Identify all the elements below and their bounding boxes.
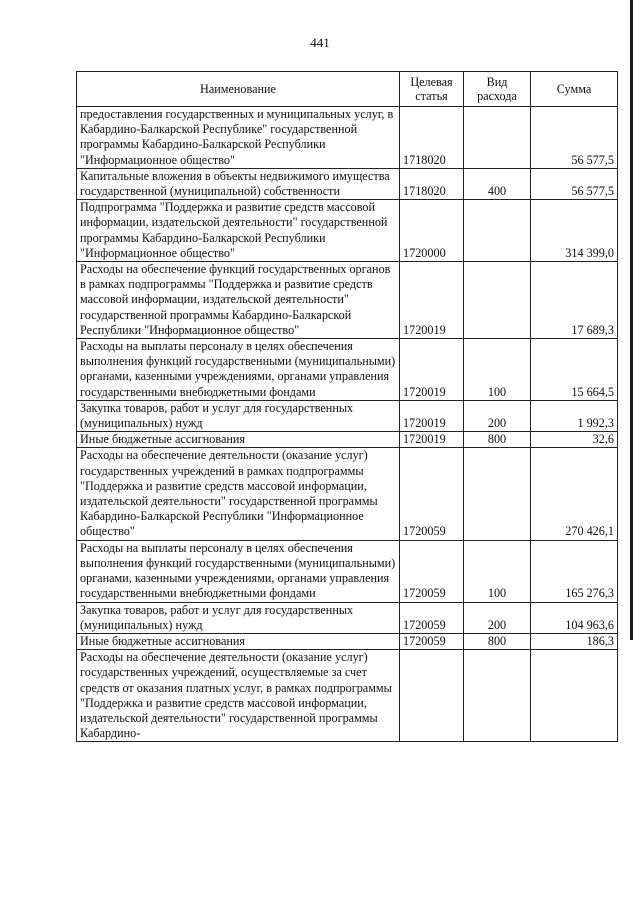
- row-name: Расходы на обеспечение функций государственных органов в рамках подпрограммы "Поддержка и развитие средств массовой информации, издательской деятельности" государственной программы Кабардино-Балкарской Республики "Информационное общество": [77, 262, 400, 339]
- row-code: 1720000: [400, 200, 464, 262]
- table-row: [77, 448, 618, 540]
- scan-edge-line: [630, 0, 633, 640]
- row-sum: 56 577,5: [531, 107, 618, 169]
- table-row: [77, 400, 618, 431]
- row-kind: 400: [464, 168, 531, 199]
- table-row: [77, 540, 618, 602]
- table-row: [77, 168, 618, 199]
- header-name: Наименование: [77, 72, 400, 107]
- budget-table: [76, 71, 618, 742]
- table-row: [77, 339, 618, 401]
- row-name: Закупка товаров, работ и услуг для государственных (муниципальных) нужд: [77, 400, 400, 431]
- row-sum: 1 992,3: [531, 400, 618, 431]
- row-name: Подпрограмма "Поддержка и развитие средств массовой информации, издательской деятельности" государственной программы Кабардино-Балкарской Республики "Информационное общество": [77, 200, 400, 262]
- row-name: предоставления государственных и муниципальных услуг, в Кабардино-Балкарской Республике" государственной программы Кабардино-Балкарской Республики "Информационное общество": [77, 107, 400, 169]
- row-kind: [464, 650, 531, 742]
- header-expense-kind: Вид расхода: [464, 72, 531, 107]
- row-sum: [531, 650, 618, 742]
- row-kind: 100: [464, 540, 531, 602]
- row-name: Иные бюджетные ассигнования: [77, 432, 400, 448]
- row-kind: 200: [464, 602, 531, 633]
- table-row: [77, 262, 618, 339]
- row-code: 1720019: [400, 432, 464, 448]
- row-code: 1718020: [400, 168, 464, 199]
- row-sum: 56 577,5: [531, 168, 618, 199]
- row-sum: 32,6: [531, 432, 618, 448]
- row-kind: [464, 107, 531, 169]
- row-code: 1720059: [400, 540, 464, 602]
- row-name: Иные бюджетные ассигнования: [77, 633, 400, 649]
- row-name: Расходы на выплаты персоналу в целях обеспечения выполнения функций государственными (муниципальными) органами, казенными учреждениями, органами управления государственными внебюджетными фондами: [77, 339, 400, 401]
- row-name: Расходы на выплаты персоналу в целях обеспечения выполнения функций государственными (муниципальными) органами, казенными учреждениями, органами управления государственными внебюджетными фондами: [77, 540, 400, 602]
- row-sum: 314 399,0: [531, 200, 618, 262]
- row-sum: 17 689,3: [531, 262, 618, 339]
- row-kind: [464, 200, 531, 262]
- table-row: [77, 432, 618, 448]
- table-row: [77, 107, 618, 169]
- row-sum: 104 963,6: [531, 602, 618, 633]
- row-name: Закупка товаров, работ и услуг для государственных (муниципальных) нужд: [77, 602, 400, 633]
- row-sum: 270 426,1: [531, 448, 618, 540]
- row-kind: [464, 262, 531, 339]
- row-code: [400, 650, 464, 742]
- row-kind: [464, 448, 531, 540]
- row-code: 1718020: [400, 107, 464, 169]
- row-kind: 200: [464, 400, 531, 431]
- row-code: 1720019: [400, 400, 464, 431]
- row-code: 1720059: [400, 633, 464, 649]
- row-sum: 15 664,5: [531, 339, 618, 401]
- row-sum: 186,3: [531, 633, 618, 649]
- table-header-row: [77, 72, 618, 107]
- header-target-article: Целевая статья: [400, 72, 464, 107]
- table-row: [77, 633, 618, 649]
- row-code: 1720059: [400, 602, 464, 633]
- row-sum: 165 276,3: [531, 540, 618, 602]
- table-row: [77, 200, 618, 262]
- row-kind: 800: [464, 633, 531, 649]
- page-number: 441: [310, 35, 330, 50]
- row-code: 1720019: [400, 262, 464, 339]
- row-name: Расходы на обеспечение деятельности (оказание услуг) государственных учреждений в рамках подпрограммы "Поддержка и развитие средств массовой информации, издательской деятельности" государственной программы Кабардино-Балкарской Республики "Информационное общество": [77, 448, 400, 540]
- row-code: 1720019: [400, 339, 464, 401]
- table-row: [77, 650, 618, 742]
- row-kind: 800: [464, 432, 531, 448]
- table-row: [77, 602, 618, 633]
- row-name: Расходы на обеспечение деятельности (оказание услуг) государственных учреждений, осуществляемые за счет средств от оказания платных услуг, в рамках подпрограммы "Поддержка и развитие средств массовой информации, издательской деятельности" государственной программы Кабардино-: [77, 650, 400, 742]
- header-sum: Сумма: [531, 72, 618, 107]
- row-name: Капитальные вложения в объекты недвижимого имущества государственной (муниципальной) собственности: [77, 168, 400, 199]
- row-kind: 100: [464, 339, 531, 401]
- row-code: 1720059: [400, 448, 464, 540]
